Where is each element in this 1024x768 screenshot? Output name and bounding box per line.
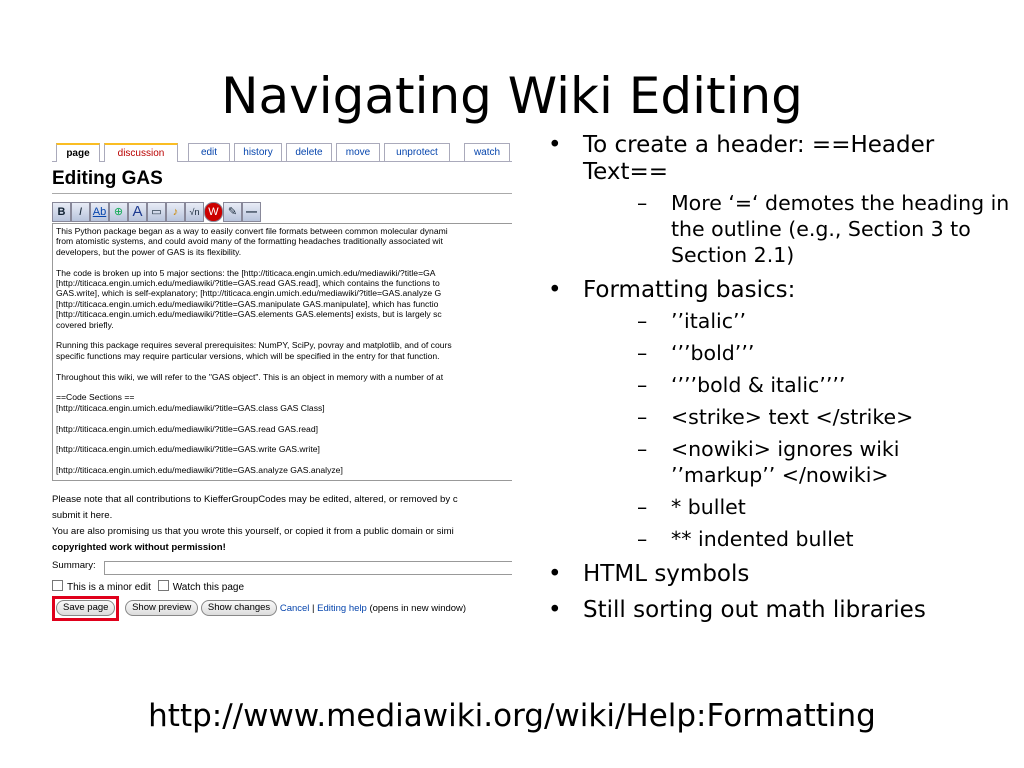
editor-line: This Python package began as a way to easily convert file formats between common molecular dynami: [56, 226, 448, 236]
bullet-item: [540, 561, 1010, 588]
bullet-item: [540, 132, 1010, 268]
editor-line: ==Code Sections ==: [56, 392, 135, 403]
horizontal-line-icon[interactable]: —: [242, 202, 261, 222]
sub-bullet-item: [583, 340, 1010, 366]
link-separator: |: [312, 602, 315, 614]
media-icon[interactable]: ♪: [166, 202, 185, 222]
editor-paragraph: [56, 424, 512, 434]
dash-marker: –: [637, 341, 648, 365]
sub-bullet-item: [583, 190, 1010, 268]
editor-line: [http://titicaca.engin.umich.edu/mediawiki/?title=GAS.analyze GAS.analyze]: [56, 465, 343, 476]
edit-toolbar: [52, 202, 502, 222]
editor-line: [http://titicaca.engin.umich.edu/mediawiki/?title=GAS.read GAS.read], which contains the functions to: [56, 278, 440, 289]
signature-icon[interactable]: ✎: [223, 202, 242, 222]
sub-bullet-text: More ‘=‘ demotes the heading in the outline (e.g., Section 3 to Section 2.1): [671, 191, 1010, 267]
sub-bullet-text: * bullet: [671, 495, 746, 519]
editor-line: Throughout this wiki, we will refer to the "GAS object". This is an object in memory with a number of at: [56, 371, 444, 382]
sub-bullet-item: [583, 526, 1010, 552]
dash-marker: –: [637, 437, 648, 461]
edit-notice: [52, 492, 512, 556]
sub-bullet-item: [583, 308, 1010, 334]
wiki-edit-screenshot: [42, 140, 512, 630]
bullet-marker: •: [548, 597, 562, 623]
editor-line: [http://titicaca.engin.umich.edu/mediawiki/?title=GAS.write GAS.write]: [56, 444, 320, 455]
editing-help-link[interactable]: Editing help: [317, 602, 367, 614]
tab-watch[interactable]: watch: [464, 143, 510, 161]
bullet-text: Still sorting out math libraries: [583, 597, 926, 623]
editor-line: [http://titicaca.engin.umich.edu/mediawiki/?title=GAS.read GAS.read]: [56, 423, 319, 434]
summary-row: [52, 560, 512, 576]
tab-history[interactable]: history: [234, 143, 282, 161]
tab-discussion[interactable]: discussion: [104, 143, 178, 162]
summary-label: Summary:: [52, 560, 96, 571]
sub-bullet-text: ‘’’bold’’’: [671, 341, 755, 365]
editor-paragraph: [56, 372, 512, 382]
minor-edit-label: This is a minor edit: [67, 582, 151, 593]
editor-line: GAS.write], which is self-explanatory; [http://titicaca.engin.umich.edu/mediawiki/?title=GAS.analyze G: [56, 288, 442, 299]
bullet-marker: •: [548, 277, 562, 303]
editor-line: specific functions may require particular versions, which will be specified in the entry for that function.: [56, 350, 440, 361]
editor-line: [http://titicaca.engin.umich.edu/mediawiki/?title=GAS.manipulate GAS.manipulate], which has functio: [56, 298, 439, 309]
sub-bullet-item: [583, 372, 1010, 398]
bullet-text: HTML symbols: [583, 561, 750, 587]
dash-marker: –: [637, 373, 648, 397]
help-note: (opens in new window): [369, 602, 467, 614]
editor-line: [http://titicaca.engin.umich.edu/mediawiki/?title=GAS.class GAS Class]: [56, 402, 325, 413]
bullet-text: To create a header: ==Header Text==: [583, 132, 935, 185]
tab-move[interactable]: move: [336, 143, 380, 161]
sub-bullet-item: [583, 404, 1010, 430]
editor-paragraph: [56, 226, 512, 257]
summary-input[interactable]: [104, 561, 512, 575]
bullet-marker: •: [548, 561, 562, 587]
editor-line: covered briefly.: [56, 319, 114, 330]
minor-edit-checkbox[interactable]: [52, 580, 63, 591]
wikitext-editor[interactable]: [52, 223, 512, 481]
editor-paragraph: [56, 444, 512, 454]
title-divider: [52, 193, 512, 194]
headline-icon[interactable]: A: [128, 202, 147, 222]
editor-line: developers, but the power of GAS is its flexibility.: [56, 246, 242, 257]
math-icon[interactable]: √n: [185, 202, 204, 222]
external-link-icon[interactable]: ⊕: [109, 202, 128, 222]
sub-bullet-text: ‘’’’bold & italic’’’’: [671, 373, 846, 397]
edit-buttons: [52, 596, 466, 621]
notice-line: You are also promising us that you wrote this yourself, or copied it from a public domain or simi: [52, 526, 454, 537]
dash-marker: –: [637, 405, 648, 429]
sub-bullet-text: ’’italic’’: [671, 309, 747, 333]
sub-bullet-item: [583, 436, 1010, 488]
cancel-link[interactable]: Cancel: [279, 602, 310, 614]
bullet-marker: •: [548, 132, 562, 158]
editor-paragraph: [56, 268, 512, 330]
internal-link-icon[interactable]: Ab: [90, 202, 109, 222]
save-page-button[interactable]: Save page: [56, 600, 115, 616]
notice-line: copyrighted work without permission!: [52, 542, 226, 553]
dash-marker: –: [637, 527, 648, 551]
image-icon[interactable]: ▭: [147, 202, 166, 222]
tab-page[interactable]: page: [56, 143, 100, 162]
sub-bullet-text: <strike> text </strike>: [671, 405, 914, 429]
bullet-item: [540, 277, 1010, 552]
footer-url[interactable]: http://www.mediawiki.org/wiki/Help:Formatting: [148, 698, 876, 734]
tab-edit[interactable]: edit: [188, 143, 230, 161]
tab-unprotect[interactable]: unprotect: [384, 143, 450, 161]
sub-bullet-text: ** indented bullet: [671, 527, 854, 551]
bold-icon[interactable]: B: [52, 202, 71, 222]
editor-line: Running this package requires several prerequisites: NumPY, SciPy, povray and matplotlib, and of cours: [56, 340, 452, 351]
slide-title: Navigating Wiki Editing: [221, 67, 803, 125]
editor-line: from atomistic systems, and could avoid many of the formatting headaches traditionally associated wit: [56, 236, 443, 247]
bullet-text: Formatting basics:: [583, 277, 796, 303]
sub-bullet-item: [583, 494, 1010, 520]
dash-marker: –: [637, 309, 648, 333]
notice-line: submit it here.: [52, 510, 113, 521]
sub-bullet-text: <nowiki> ignores wiki ’’markup’’ </nowiki>: [671, 437, 900, 487]
slide-bullets: [540, 132, 1010, 633]
show-changes-button[interactable]: Show changes: [201, 600, 277, 616]
editor-line: [http://titicaca.engin.umich.edu/mediawiki/?title=GAS.elements GAS.elements] exists, but is largely sc: [56, 309, 442, 320]
edit-options: [52, 580, 244, 595]
italic-icon[interactable]: I: [71, 202, 90, 222]
editing-page-title: Editing GAS: [52, 168, 163, 189]
nowiki-icon[interactable]: W: [204, 202, 223, 222]
editor-line: The code is broken up into 5 major sections: the [http://titicaca.engin.umich.edu/mediawiki/?title=GA: [56, 267, 436, 278]
editor-paragraph: [56, 392, 512, 413]
editor-paragraph: [56, 340, 512, 361]
save-button-highlight: [52, 596, 119, 621]
editor-paragraph: [56, 465, 512, 475]
dash-marker: –: [637, 495, 648, 519]
notice-line: Please note that all contributions to KiefferGroupCodes may be edited, altered, or removed by c: [52, 494, 458, 505]
tab-delete[interactable]: delete: [286, 143, 332, 161]
wiki-tabs: [52, 143, 512, 162]
bullet-item: [540, 597, 1010, 624]
show-preview-button[interactable]: Show preview: [125, 600, 198, 616]
dash-marker: –: [637, 191, 648, 215]
watch-page-label: Watch this page: [172, 582, 245, 593]
watch-page-checkbox[interactable]: [158, 580, 169, 591]
